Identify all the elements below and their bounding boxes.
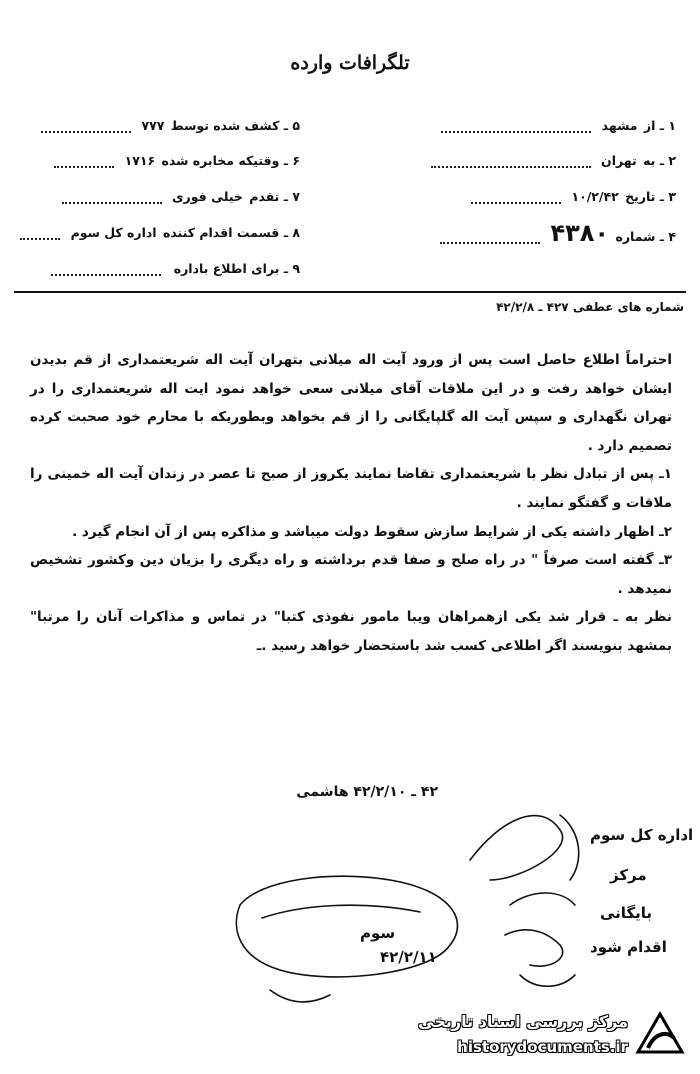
handwriting-line-2: مرکز bbox=[610, 866, 647, 884]
field-sent-time-label: ۶ ـ وقتیکه مخابره شده bbox=[161, 153, 300, 168]
archive-logo-icon bbox=[634, 1008, 686, 1058]
field-decoded-by-label: ۵ ـ کشف شده توسط bbox=[170, 118, 300, 133]
handwriting-stroke bbox=[262, 905, 420, 918]
field-sent-time-value: ۱۷۱۶ bbox=[124, 153, 156, 168]
handwriting-stroke bbox=[505, 930, 563, 966]
reference-label: شماره های عطفی bbox=[572, 300, 684, 314]
field-to-value: تهران bbox=[601, 153, 637, 168]
field-number-value: ۴۳۸۰ bbox=[550, 219, 610, 247]
field-priority-value: خیلی فوری bbox=[172, 189, 243, 204]
field-decoded-by-value: ۷۷۷ bbox=[141, 118, 165, 133]
handwriting-stroke bbox=[560, 815, 579, 880]
handwriting-stroke bbox=[470, 816, 563, 880]
field-to-label: ۲ ـ به bbox=[643, 153, 676, 168]
body-paragraph-intro: احتراماً اطلاع حاصل است پس از ورود آیت اله میلانی بتهران آیت اله شریعتمداری از قم بدیدن ایشان خواهد رفت و در این ملاقات آقای میلانی سعی خواهد نمود ایت اله شریعتمداری را در تهران نگهداری و سپس آیت اله گلپایگانی را از قم بخواهد وبطوریکه با محارم خود صحبت کرده تصمیم دارد . bbox=[30, 352, 672, 454]
closing-signature-line: ۴۲ ـ ۴۲/۲/۱۰ هاشمی bbox=[296, 784, 438, 800]
handwriting-line-1: اداره کل سوم bbox=[590, 826, 694, 844]
body-paragraph-conclusion: نظر به ـ قرار شد یکی ازهمراهان ویبا مامور نفوذی کتبا" در تماس و مذاکرات آنان را مرتبا" بمشهد بنویسند اگر اطلاعی کسب شد باستحضار خواهد رسید .ـ bbox=[30, 609, 672, 654]
handwriting-line-4: اقدام شود bbox=[590, 938, 667, 956]
field-info-dept-label: ۹ ـ برای اطلاع باداره bbox=[173, 261, 300, 276]
handwriting-stroke bbox=[510, 893, 575, 905]
field-from-value: مشهد bbox=[601, 118, 638, 133]
watermark-org-name: مرکز بررسی اسناد تاریخی bbox=[418, 1012, 628, 1031]
handwriting-line-6: ۴۲/۲/۱۱ bbox=[380, 948, 437, 966]
body-paragraph-1: ۱ـ پس از تبادل نظر با شریعتمداری تقاضا نمایند یکروز از صبح تا عصر در زندان آیت اله خمینی را ملاقات و گفتگو نمایند . bbox=[30, 466, 672, 511]
handwriting-stroke bbox=[520, 975, 575, 986]
document-title: تلگرافات وارده bbox=[290, 52, 410, 74]
body-paragraph-2: ۲ـ اظهار داشته یکی از شرایط سازش سقوط دولت میباشد و مذاکره پس از آن انجام گیرد . bbox=[72, 523, 672, 540]
field-priority-label: ۷ ـ تقدم bbox=[249, 189, 300, 204]
field-from-label: ۱ ـ از bbox=[643, 118, 676, 133]
watermark bbox=[392, 1002, 692, 1066]
field-date-value: ۱۰/۲/۴۲ bbox=[571, 189, 619, 204]
field-action-dept-label: ۸ ـ قسمت اقدام کننده bbox=[162, 225, 300, 240]
handwriting-line-3: بایگانی bbox=[600, 904, 653, 922]
reference-value: ۴۲۷ ـ ۴۲/۲/۸ bbox=[496, 300, 569, 314]
watermark-url: historydocuments.ir bbox=[457, 1038, 628, 1056]
field-action-dept-value: اداره کل سوم bbox=[70, 225, 157, 240]
handwriting-stroke bbox=[270, 990, 330, 1002]
body-paragraph-3: ۳ـ گفته است صرفاً " در راه صلح و صفا قدم برداشته و راه دیگری را بزیان دین وکشور تشخیص نمیدهد . bbox=[30, 552, 672, 597]
handwriting-line-5: سوم bbox=[360, 924, 396, 942]
field-number-label: ۴ ـ شماره bbox=[615, 229, 676, 244]
field-date-label: ۳ ـ تاریخ bbox=[625, 189, 676, 204]
